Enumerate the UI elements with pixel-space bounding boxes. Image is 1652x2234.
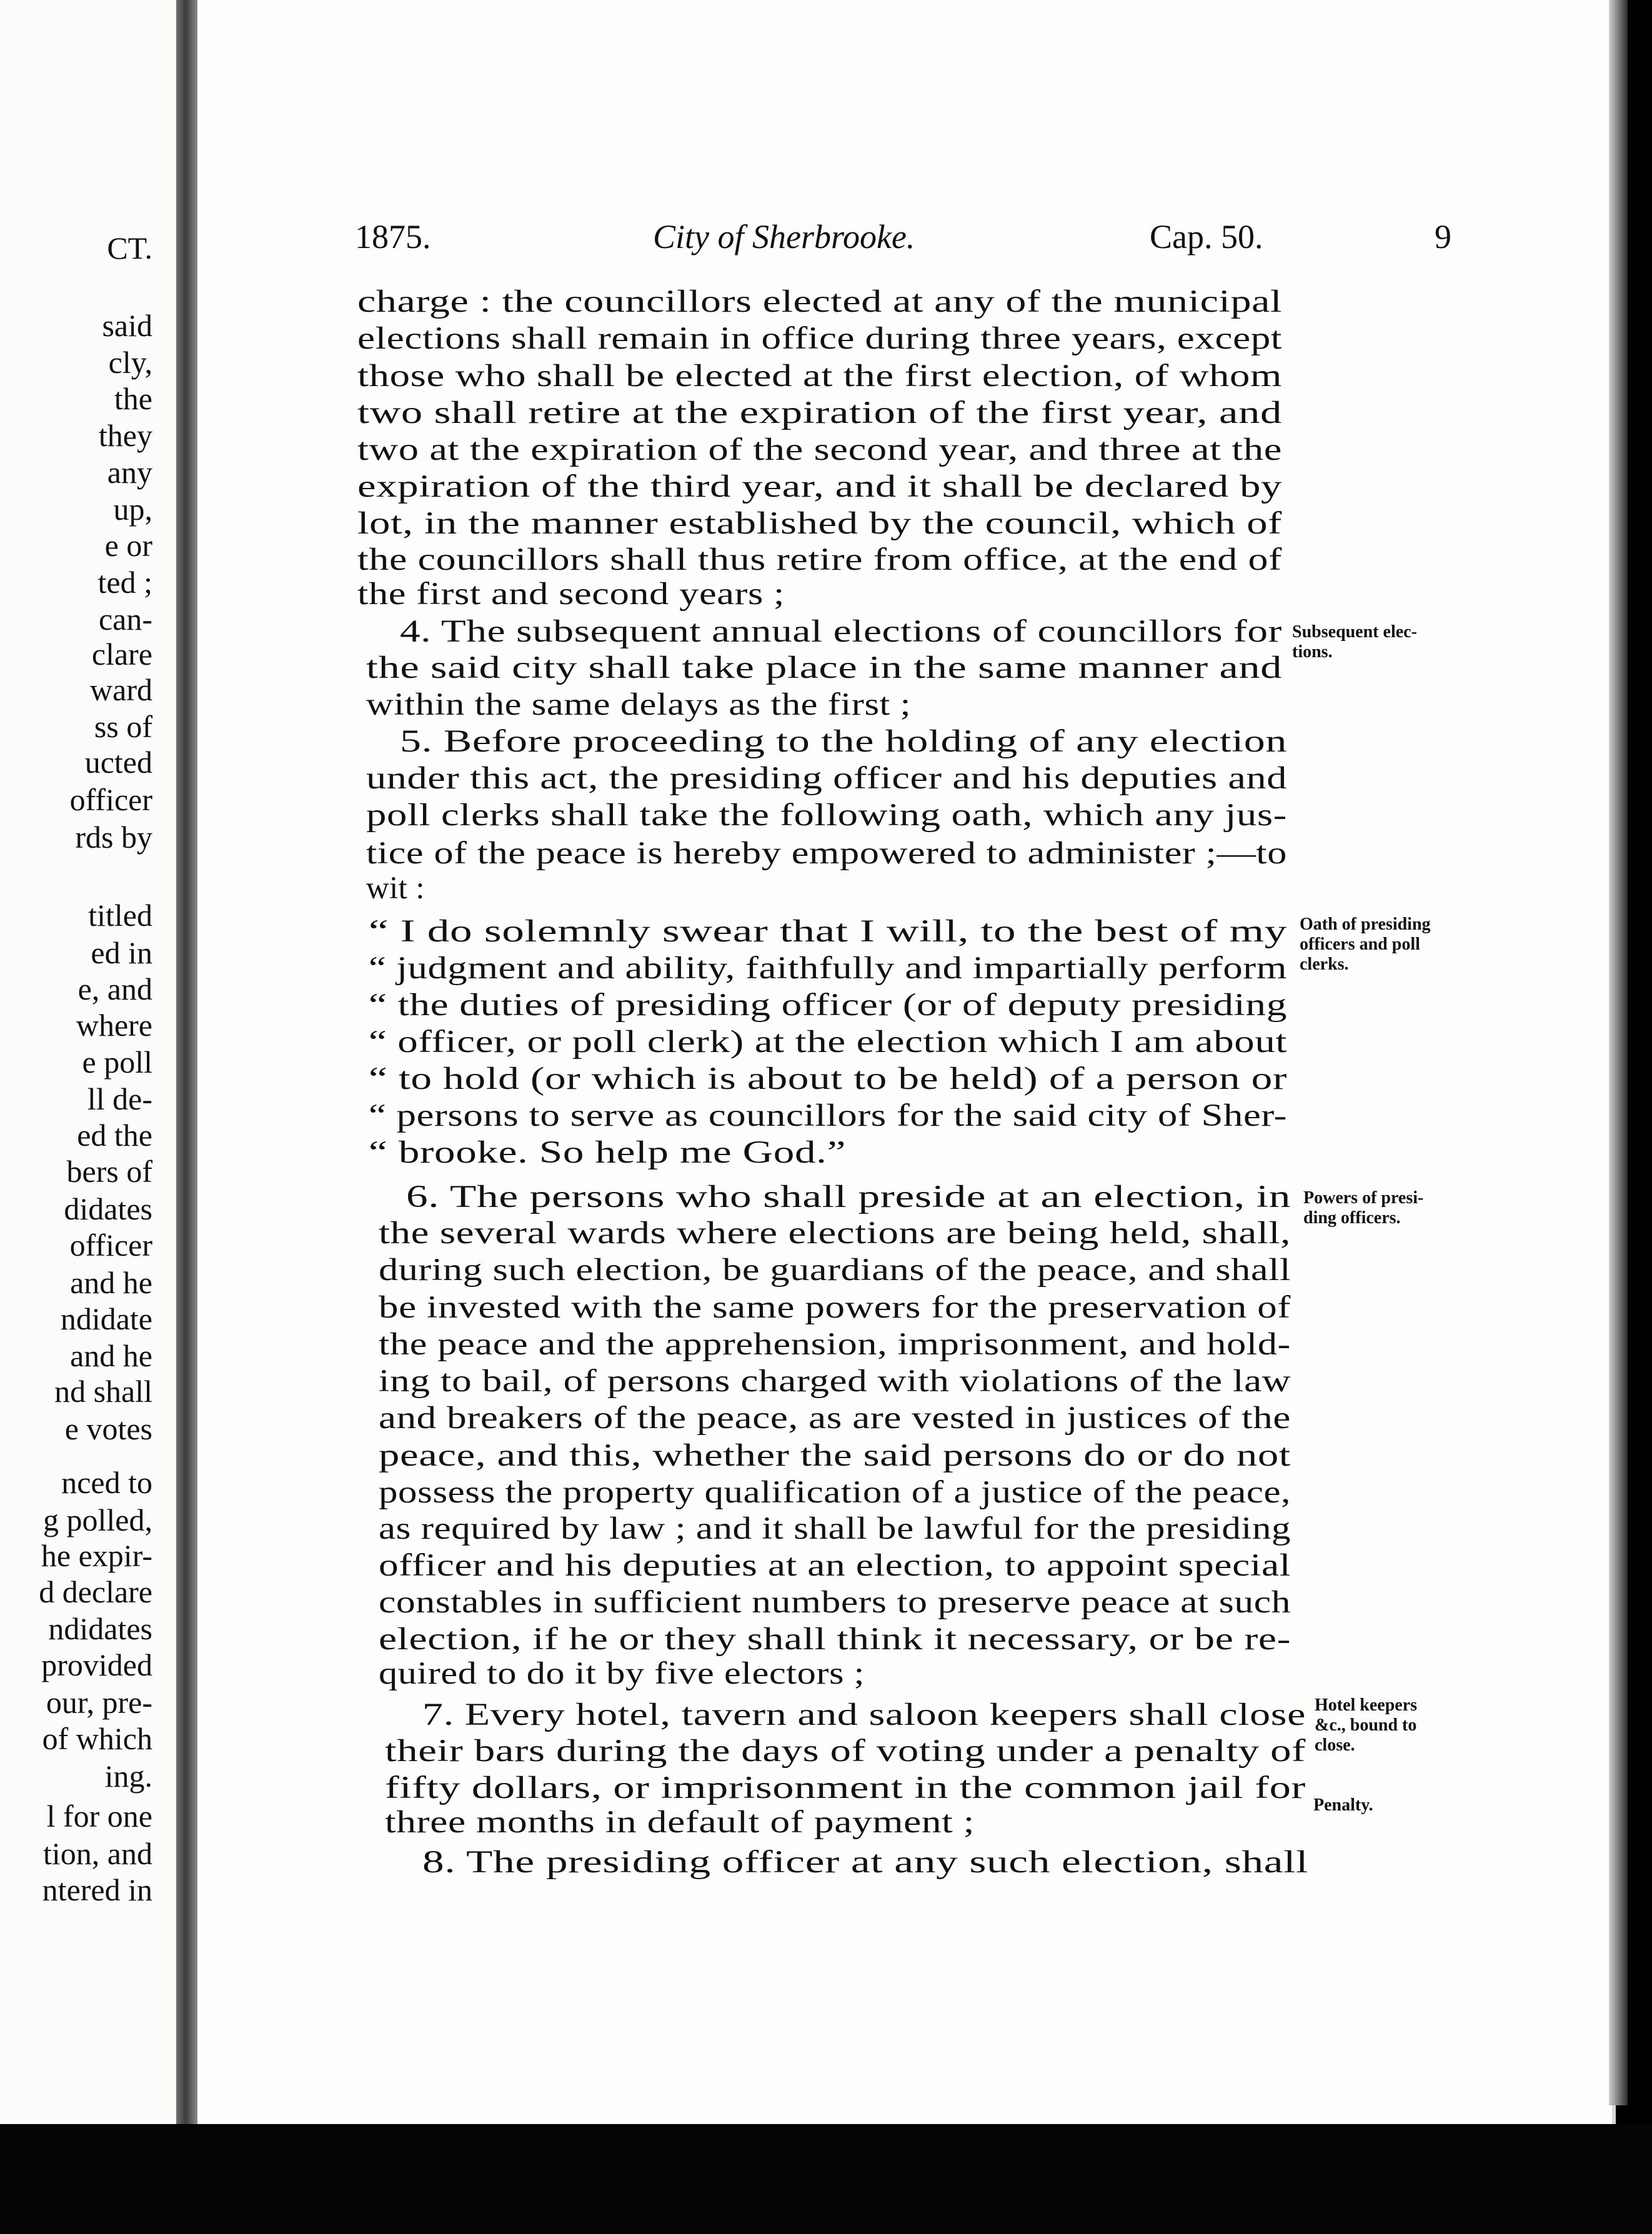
left-page-fragment: CT.: [107, 231, 152, 266]
text-line: their bars during the days of voting under a penalty of: [385, 1734, 1306, 1769]
left-page-fragment: said: [102, 308, 152, 343]
scan-background: [0, 2124, 1652, 2234]
text-line: 6. The persons who shall preside at an election, in: [406, 1179, 1291, 1214]
left-page-fragment: ing.: [104, 1759, 152, 1794]
left-page-fragment: where: [76, 1008, 152, 1043]
left-page-fragment: ward: [90, 672, 152, 707]
left-page-fragment: and he: [70, 1338, 152, 1373]
text-line: and breakers of the peace, as are vested in justices of the: [379, 1401, 1291, 1436]
left-page-fragment: he expir-: [41, 1538, 152, 1573]
left-page-fragment: e poll: [82, 1045, 152, 1080]
text-line: “ persons to serve as councillors for the said city of Sher-: [369, 1098, 1288, 1133]
marginal-note-line: Penalty.: [1313, 1795, 1373, 1815]
left-page-fragment: g polled,: [43, 1502, 152, 1537]
text-line: ing to bail, of persons charged with violations of the law: [379, 1364, 1291, 1399]
left-page-fragment: ndidate: [60, 1301, 152, 1336]
left-page-fragment: and he: [70, 1265, 152, 1300]
text-line: the said city shall take place in the same manner and: [366, 650, 1282, 685]
left-page-fragment: e or: [104, 528, 152, 563]
marginal-note: [1292, 622, 1417, 662]
left-page-fragment: ndidates: [48, 1611, 152, 1646]
left-page-fragment: ntered in: [42, 1872, 152, 1907]
text-line: two shall retire at the expiration of the first year, and: [357, 395, 1282, 430]
marginal-note-line: Powers of presi-: [1303, 1188, 1424, 1208]
left-page-fragment: officer: [69, 782, 152, 817]
marginal-note-line: &c., bound to: [1315, 1715, 1417, 1735]
text-line: during such election, be guardians of the peace, and shall: [379, 1253, 1291, 1288]
text-line: the peace and the apprehension, imprisonment, and hold-: [379, 1327, 1291, 1362]
text-line: poll clerks shall take the following oath, which any jus-: [366, 798, 1287, 833]
text-line: the first and second years ;: [357, 577, 785, 612]
text-line: lot, in the manner established by the council, which of: [357, 506, 1282, 541]
left-page-fragment: any: [107, 455, 152, 490]
left-page-fragment: provided: [41, 1647, 152, 1682]
left-page-fragment: up,: [113, 492, 152, 527]
text-line: under this act, the presiding officer and his deputies and: [366, 761, 1288, 796]
running-head: [0, 217, 1652, 261]
left-page-fragment: officer: [69, 1228, 152, 1263]
text-line: peace, and this, whether the said persons do or do not: [379, 1438, 1291, 1473]
text-line: elections shall remain in office during three years, except: [357, 321, 1283, 356]
left-page-fragment: ll de-: [87, 1081, 152, 1116]
left-page-fragment: ed in: [91, 935, 152, 970]
left-page-fragment: e, and: [77, 971, 152, 1006]
text-line: be invested with the same powers for the preservation of: [379, 1290, 1291, 1325]
marginal-note: [1313, 1795, 1373, 1815]
text-line: election, if he or they shall think it necessary, or be re-: [379, 1622, 1291, 1657]
left-page-fragment: nd shall: [54, 1374, 152, 1409]
text-line: those who shall be elected at the first election, of whom: [357, 359, 1283, 394]
left-page-fragment: didates: [64, 1191, 152, 1226]
marginal-note: [1303, 1188, 1423, 1228]
left-page-fragment: nced to: [61, 1465, 152, 1500]
text-line: 7. Every hotel, tavern and saloon keepers shall close: [422, 1697, 1306, 1732]
text-line: “ judgment and ability, faithfully and impartially perform: [369, 951, 1288, 986]
text-line: three months in default of payment ;: [385, 1805, 975, 1840]
left-page-fragment: ted ;: [97, 565, 152, 600]
page-number: 9: [1435, 218, 1451, 256]
left-page-fragment: d declare: [39, 1574, 152, 1609]
left-page-fragment: tion, and: [43, 1836, 152, 1871]
text-line: “ the duties of presiding officer (or of deputy presiding: [369, 988, 1288, 1023]
left-page-fragment: clare: [91, 637, 152, 672]
left-page-fragment: can-: [98, 602, 152, 637]
left-page-fragment: titled: [88, 898, 152, 933]
marginal-note-line: clerks.: [1300, 955, 1349, 975]
left-page-fragment: ed the: [77, 1118, 152, 1153]
text-line: constables in sufficient numbers to preserve peace at such: [379, 1585, 1291, 1620]
running-head-chapter: Cap. 50.: [1150, 218, 1263, 256]
left-page-fragment: cly,: [108, 345, 152, 380]
marginal-note-line: tions.: [1292, 642, 1333, 662]
left-page-fragment: ss of: [94, 709, 152, 744]
left-page-fragment: of which: [42, 1721, 152, 1756]
text-line: as required by law ; and it shall be lawful for the presiding: [379, 1511, 1291, 1546]
left-page-fragment: ucted: [84, 745, 152, 780]
text-line: wit :: [366, 871, 425, 906]
left-page-fragment: bers of: [66, 1154, 152, 1189]
left-page-fragment: e votes: [64, 1411, 152, 1446]
text-line: two at the expiration of the second year, and three at the: [357, 432, 1283, 467]
text-line: “ I do solemnly swear that I will, to the best of my: [369, 914, 1288, 949]
marginal-note-line: Oath of presiding: [1300, 915, 1431, 934]
left-page-fragment: l for one: [46, 1799, 152, 1834]
text-line: tice of the peace is hereby empowered to administer ;—to: [366, 836, 1287, 871]
text-line: 5. Before proceeding to the holding of any election: [400, 724, 1288, 759]
text-line: within the same delays as the first ;: [366, 687, 911, 722]
text-line: officer and his deputies at an election, to appoint special: [379, 1548, 1291, 1583]
marginal-note: [1315, 1695, 1417, 1756]
text-line: expiration of the third year, and it shall be declared by: [357, 469, 1283, 504]
text-line: “ officer, or poll clerk) at the election which I am about: [369, 1025, 1288, 1060]
text-line: 8. The presiding officer at any such election, shall: [422, 1845, 1309, 1880]
marginal-note-line: close.: [1315, 1735, 1355, 1755]
text-line: charge : the councillors elected at any of the municipal: [357, 284, 1283, 319]
text-line: quired to do it by five electors ;: [379, 1656, 865, 1691]
page-edge-right: [1609, 0, 1628, 2105]
text-line: fifty dollars, or imprisonment in the common jail for: [385, 1770, 1306, 1805]
left-page-fragment: they: [98, 418, 152, 453]
text-line: possess the property qualification of a justice of the peace,: [379, 1475, 1291, 1510]
text-line: 4. The subsequent annual elections of councillors for: [400, 614, 1283, 649]
marginal-note: [1300, 915, 1431, 975]
running-head-title: City of Sherbrooke.: [653, 218, 915, 256]
left-page-fragment: our, pre-: [46, 1685, 152, 1720]
facing-page-left: [0, 0, 187, 2137]
text-line: the councillors shall thus retire from office, at the end of: [357, 542, 1283, 577]
marginal-note-line: ding officers.: [1303, 1208, 1401, 1228]
book-gutter: [176, 0, 197, 2143]
marginal-note-line: Hotel keepers: [1315, 1695, 1418, 1715]
left-page-fragment: the: [114, 381, 152, 416]
marginal-note-line: officers and poll: [1300, 935, 1420, 955]
left-page-fragment: rds by: [75, 820, 152, 855]
running-head-year: 1875.: [355, 218, 431, 256]
text-line: the several wards where elections are being held, shall,: [379, 1216, 1291, 1251]
marginal-note-line: Subsequent elec-: [1292, 622, 1417, 642]
text-line: “ to hold (or which is about to be held) of a person or: [369, 1061, 1288, 1096]
text-line: “ brooke. So help me God.”: [369, 1135, 847, 1170]
